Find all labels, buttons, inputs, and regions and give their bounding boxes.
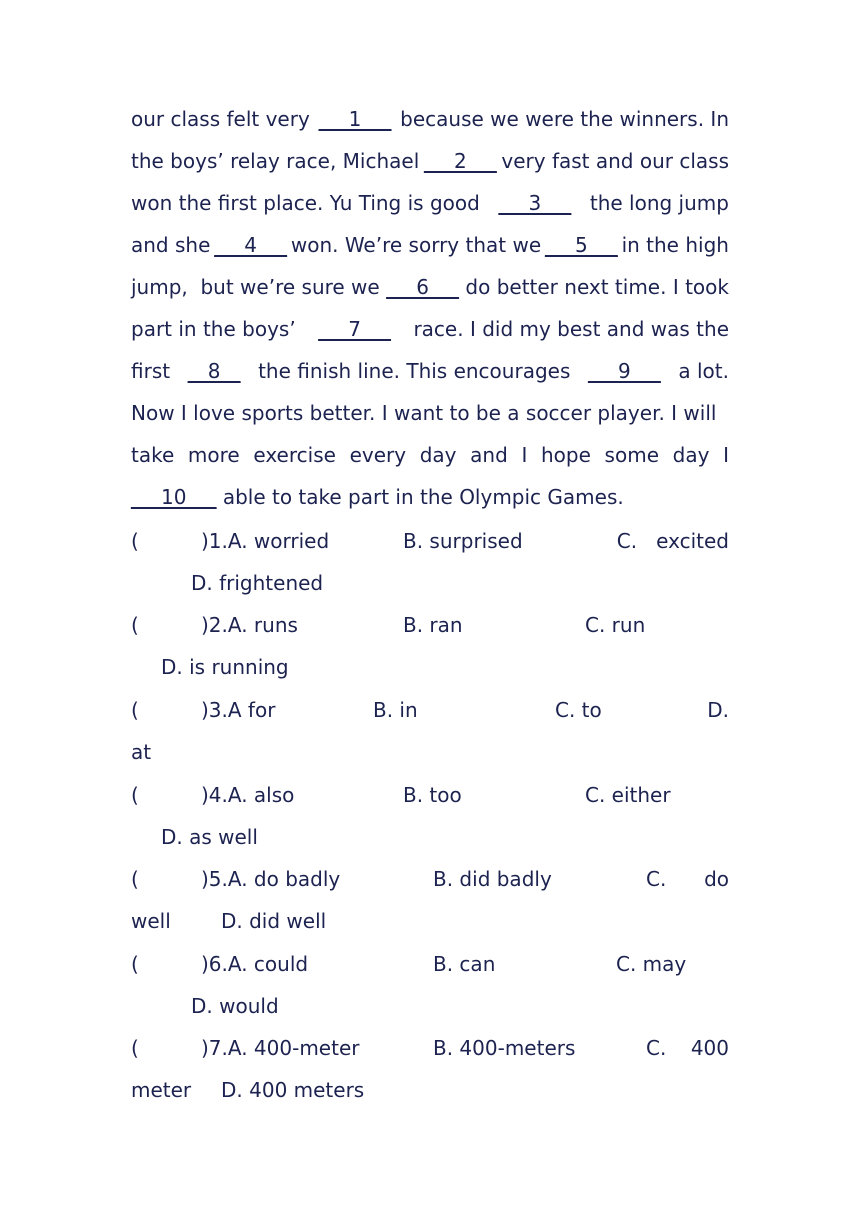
option-c: C. excited [616,529,729,553]
option-c-text: meter [131,1078,192,1102]
option-d: D. 400 meters [221,1078,365,1102]
blank-4: ___4___ [214,233,287,257]
option-a: )3.A for [201,698,276,722]
option-b: B. surprised [403,529,523,553]
passage-text: a lot. [678,359,729,383]
option-b: B. in [373,698,418,722]
option-a: )4.A. also [201,783,295,807]
passage-text: race. I did my best and was the [413,317,729,341]
passage-text: do better next time. I took [465,275,729,299]
option-a: )6.A. could [201,952,309,976]
option-a: )7.A. 400-meter [201,1036,360,1060]
passage-line-5 [131,272,729,302]
option-c: C. run [585,613,646,637]
option-d: D. would [191,994,279,1018]
passage-line-8 [131,398,729,428]
option-c-text: well [131,909,171,933]
option-c-text: do [704,867,729,891]
passage-text: won the first place. Yu Ting is good [131,191,480,215]
answer-paren: ( [131,952,139,976]
blank-8: __8__ [187,359,241,383]
blank-7: ___7___ [318,317,391,341]
option-b: B. 400-meters [433,1036,576,1060]
option-d: D. did well [221,909,327,933]
passage-text: take more exercise every day and I hope some day I [131,443,729,467]
passage-line-10 [131,482,729,512]
question-2 [131,610,729,640]
question-7-cont [131,1075,729,1105]
option-d-text: at [131,740,152,764]
passage-text: first [131,359,171,383]
answer-paren: ( [131,1036,139,1060]
passage-line-4 [131,230,729,260]
option-c-text: 400 [690,1036,729,1060]
passage-text: won. We’re sorry that we [290,233,542,257]
passage-text: our class felt very [131,107,310,131]
answer-paren: ( [131,698,139,722]
option-c: C. [646,867,667,891]
question-3-cont [131,737,729,767]
passage-line-7 [131,356,729,386]
option-d: D. frightened [191,571,324,595]
question-7 [131,1033,729,1063]
option-b: B. too [403,783,462,807]
option-a: )5.A. do badly [201,867,341,891]
passage-text: and she [131,233,211,257]
question-1-cont [131,568,729,598]
passage-text: the long jump [589,191,729,215]
passage-text: jump, but we’re sure we [131,275,380,299]
passage-text: the finish line. This encourages [258,359,571,383]
passage-line-9 [131,440,729,470]
passage-text: because we were the winners. In [400,107,729,131]
passage-text: Now I love sports better. I want to be a soccer player. I will [131,401,717,425]
blank-5: ___5___ [544,233,618,257]
option-b: B. can [433,952,496,976]
answer-paren: ( [131,783,139,807]
question-3 [131,695,729,725]
blank-6: ___6___ [386,275,459,299]
option-b: B. did badly [433,867,552,891]
question-5-cont [131,906,729,936]
answer-paren: ( [131,529,139,553]
question-4-cont [131,822,729,852]
passage-line-6 [131,314,729,344]
passage-text: very fast and our class [501,149,729,173]
option-a: )1.A. worried [201,529,330,553]
passage-line-1 [131,104,729,134]
blank-10: ___10___ [131,485,217,509]
passage-text: the boys’ relay race, Michael [131,149,420,173]
option-d: D. is running [161,655,289,679]
blank-3: ___3___ [498,191,572,215]
option-c: C. [646,1036,667,1060]
option-d: D. as well [161,825,258,849]
question-5 [131,864,729,894]
question-6 [131,949,729,979]
question-1 [131,526,729,556]
option-c: C. either [585,783,671,807]
option-c: C. may [616,952,687,976]
passage-line-3 [131,188,729,218]
option-d: D. [707,698,729,722]
passage-text: in the high [621,233,729,257]
answer-paren: ( [131,613,139,637]
passage-text: able to take part in the Olympic Games. [222,485,624,509]
blank-1: ___1___ [318,107,392,131]
blank-2: ___2___ [423,149,497,173]
answer-paren: ( [131,867,139,891]
question-6-cont [131,991,729,1021]
question-4 [131,780,729,810]
blank-9: ___9___ [588,359,661,383]
option-a: )2.A. runs [201,613,298,637]
option-c: C. to [555,698,602,722]
passage-text: part in the boys’ [131,317,296,341]
passage-line-2 [131,146,729,176]
option-b: B. ran [403,613,463,637]
question-2-cont [131,652,729,682]
